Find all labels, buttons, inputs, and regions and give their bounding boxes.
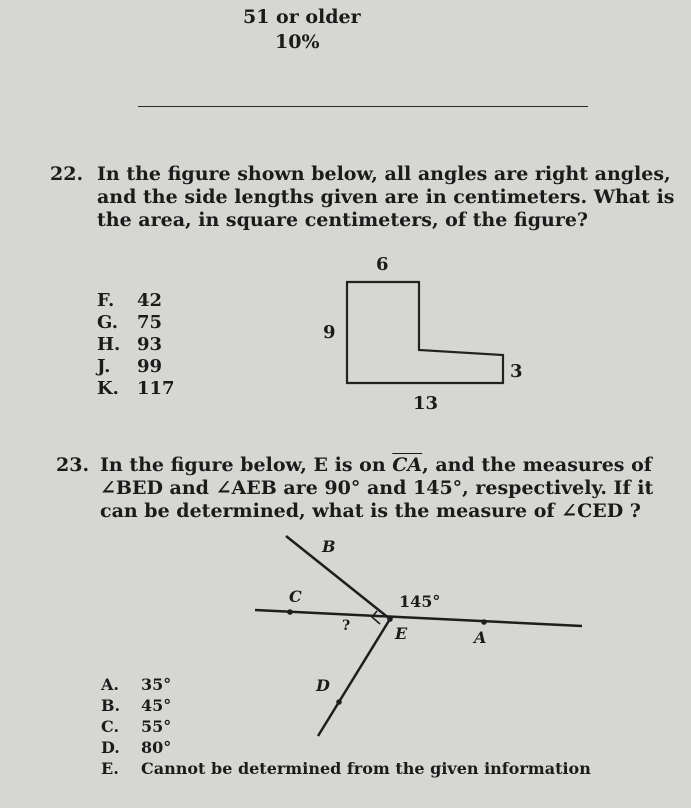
point-c [287, 609, 293, 615]
right-angle-mark [372, 611, 380, 624]
l-shape-top-length: 6 [376, 254, 389, 275]
q22-line-3: the area, in square centimeters, of the figure? [97, 209, 589, 231]
ray-eb [286, 536, 390, 619]
label-e: E [395, 624, 408, 643]
label-d: D [316, 676, 330, 695]
q22-choice-h[interactable]: H. 93 [97, 334, 163, 355]
q23-choice-d[interactable]: D. 80° [101, 738, 172, 757]
q22-choice-k[interactable]: K. 117 [97, 378, 175, 399]
q23-line-1: In the figure below, E is on $\overline{CA}$, and the measures of [100, 454, 652, 476]
label-b: B [322, 537, 336, 556]
q23-choice-e[interactable]: E. Cannot be determined from the given information [101, 759, 591, 778]
q23-choice-b[interactable]: B. 45° [101, 696, 172, 715]
label-c: C [289, 587, 302, 606]
line-ca [255, 610, 582, 626]
label-145-degrees: 145° [399, 592, 441, 611]
point-e [387, 616, 393, 622]
q23-number: 23. [56, 454, 90, 476]
q23-choices [101, 674, 591, 779]
label-unknown-angle: ? [342, 618, 351, 634]
q23-line-3: can be determined, what is the measure of ∠CED ? [100, 500, 641, 522]
q22-number: 22. [50, 163, 84, 185]
point-a [481, 619, 487, 625]
label-a: A [474, 628, 487, 647]
q23-choice-c[interactable]: C. 55° [101, 717, 172, 736]
q23-choice-a[interactable]: A. 35° [101, 675, 172, 694]
q22-line-1: In the figure shown below, all angles are right angles, [97, 163, 671, 185]
q22-choice-g[interactable]: G. 75 [97, 312, 163, 333]
q22-choice-f[interactable]: F. 42 [97, 290, 163, 311]
q22-choice-j[interactable]: J. 99 [97, 356, 163, 377]
age-group-label: 51 or older [243, 6, 361, 28]
l-shape-right-length: 3 [510, 361, 523, 382]
q23-line-2: ∠BED and ∠AEB are 90° and 145°, respectively. If it [100, 477, 654, 499]
l-shape-left-length: 9 [323, 322, 336, 343]
q22-line-2: and the side lengths given are in centimeters. What is [97, 186, 675, 208]
l-shape-bottom-length: 13 [413, 393, 439, 414]
segment-ca: $\overline{CA}$ [392, 454, 423, 476]
age-group-percent: 10% [275, 31, 320, 53]
